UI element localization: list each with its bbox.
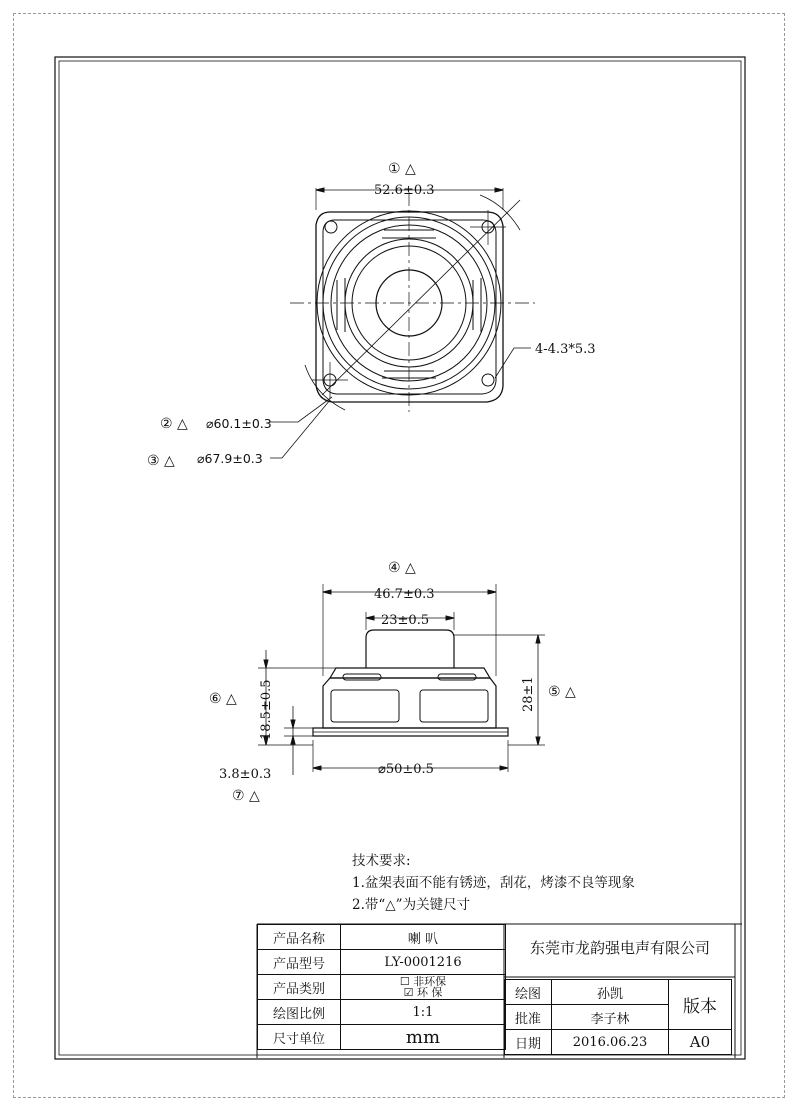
unit-value: mm	[341, 1025, 506, 1050]
category-option-1: ☐ 非环保	[399, 975, 447, 988]
notes-line-2: 2.带“△”为关键尺寸	[352, 897, 471, 913]
callout-6: ⑥ △	[209, 691, 237, 707]
company-name: 东莞市龙韵强电声有限公司	[529, 939, 710, 957]
technical-notes	[352, 850, 635, 916]
flange-dimension: 3.8±0.3	[219, 767, 272, 782]
notes-line-1: 1.盆架表面不能有锈迹，刮花，烤漆不良等现象	[352, 875, 635, 891]
model-value: LY-0001216	[341, 950, 506, 975]
scale-value: 1:1	[341, 1000, 506, 1025]
callout-2: ② △	[160, 416, 188, 432]
unit-label: 尺寸单位	[258, 1025, 341, 1050]
version-label: 版本	[669, 980, 732, 1030]
notes-title: 技术要求:	[352, 853, 411, 869]
side-width-dimension: 46.7±0.3	[374, 587, 435, 602]
height-dimension: 28±1	[521, 676, 536, 712]
model-label: 产品型号	[258, 950, 341, 975]
base-dimension: ⌀50±0.5	[378, 762, 434, 777]
callout-1: ① △	[388, 161, 416, 177]
date-value: 2016.06.23	[552, 1030, 669, 1055]
dimension-3: ⌀67.9±0.3	[197, 451, 263, 466]
drawer-label: 绘图	[505, 980, 552, 1005]
callout-3: ③ △	[147, 453, 175, 469]
date-label: 日期	[505, 1030, 552, 1055]
title-block-left	[257, 924, 506, 1050]
checkbox-empty-icon: ☐	[399, 975, 410, 988]
dimension-6: 18.5±0.5	[259, 679, 274, 740]
title-block-right	[504, 979, 732, 1055]
top-width-dimension: 52.6±0.3	[374, 183, 435, 198]
version-value: A0	[669, 1030, 732, 1055]
category-options	[341, 975, 506, 1000]
category-option-2: ☑ 环 保	[403, 986, 443, 999]
name-value: 喇 叭	[341, 925, 506, 950]
approver-value: 李子林	[552, 1005, 669, 1030]
top-view	[270, 188, 535, 458]
category-label: 产品类别	[258, 975, 341, 1000]
checkbox-checked-icon: ☑	[403, 986, 414, 999]
scale-label: 绘图比例	[258, 1000, 341, 1025]
dimension-2: ⌀60.1±0.3	[206, 416, 272, 431]
callout-4: ④ △	[388, 560, 416, 576]
callout-5: ⑤ △	[548, 684, 576, 700]
callout-7: ⑦ △	[232, 788, 260, 804]
approver-label: 批准	[505, 1005, 552, 1030]
hole-note: 4-4.3*5.3	[535, 342, 596, 357]
magnet-dimension: 23±0.5	[381, 613, 430, 628]
name-label: 产品名称	[258, 925, 341, 950]
drawer-value: 孙凯	[552, 980, 669, 1005]
